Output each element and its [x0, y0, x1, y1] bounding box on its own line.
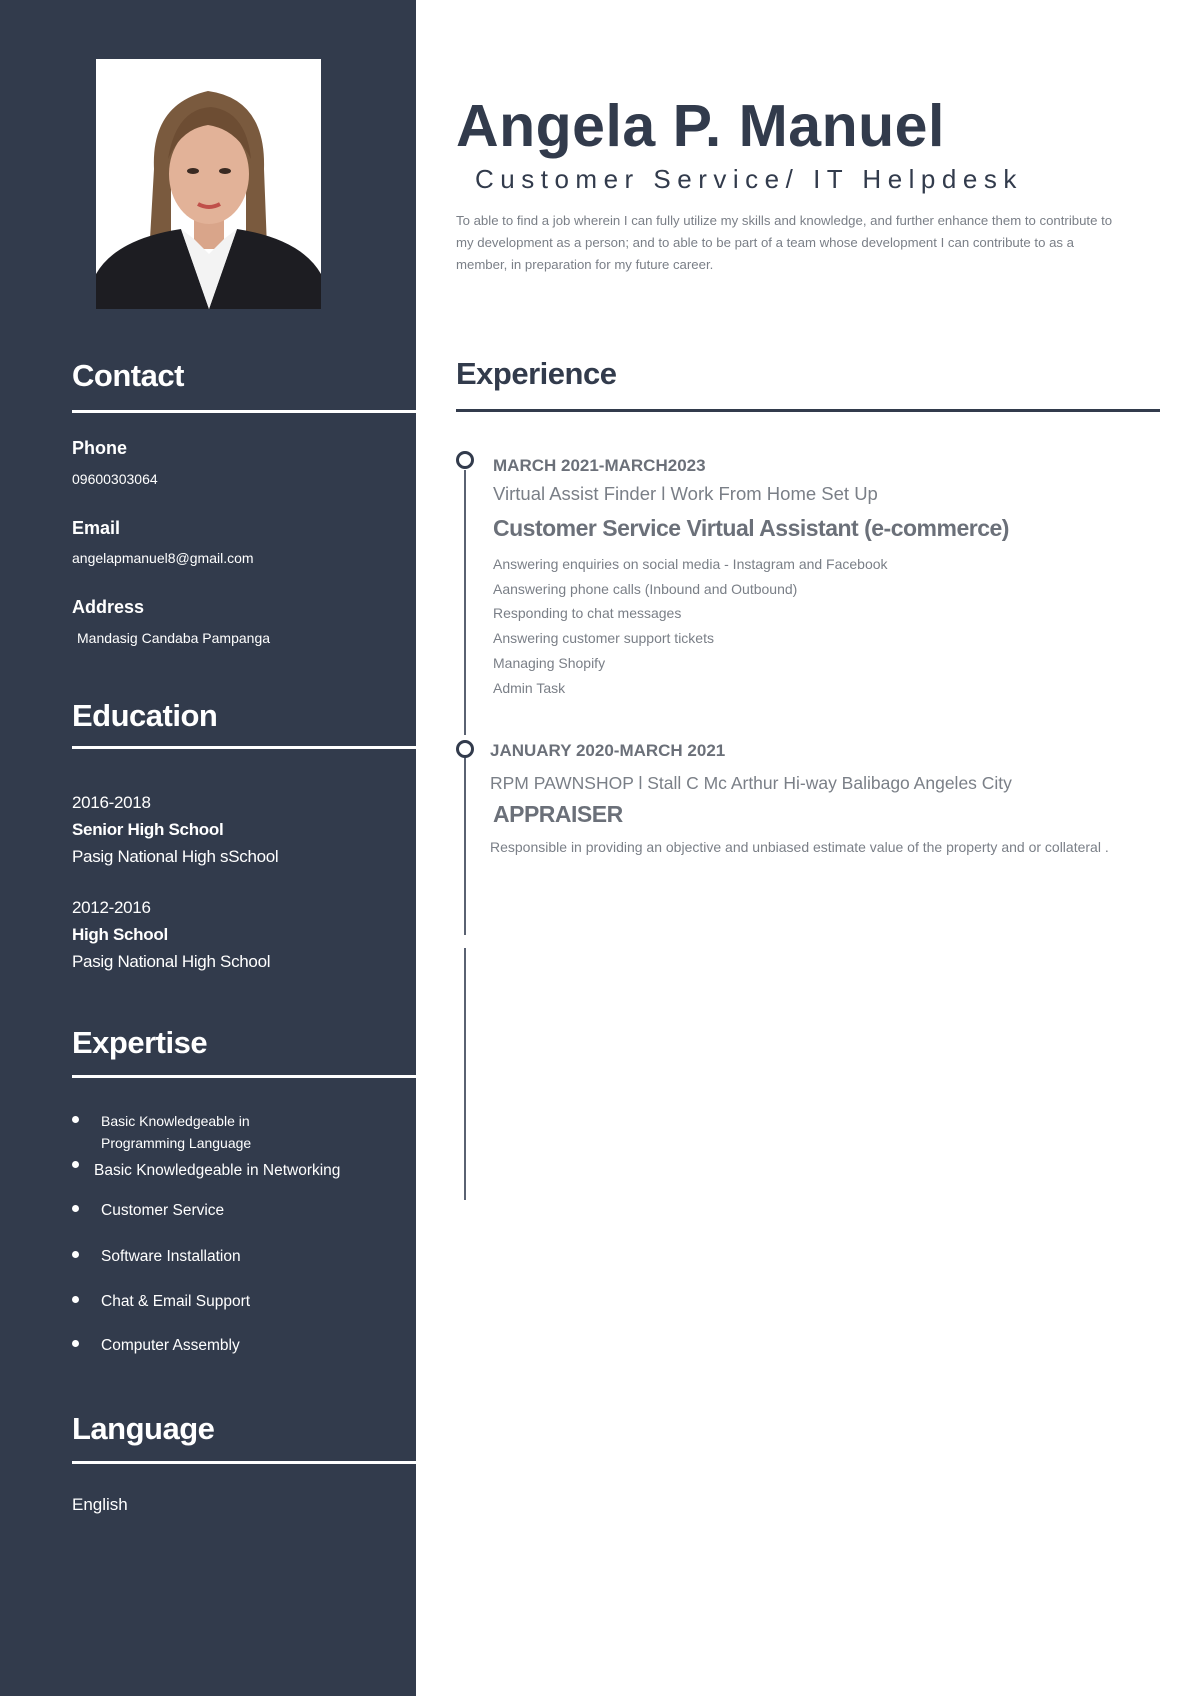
language-item: English	[72, 1495, 128, 1514]
education-school: Pasig National High sSchool	[72, 847, 279, 866]
person-portrait-icon	[96, 59, 321, 309]
profile-photo	[96, 59, 321, 309]
education-years: 2012-2016	[72, 898, 151, 917]
job-date: JANUARY 2020-MARCH 2021	[490, 741, 726, 760]
education-heading: Education	[72, 698, 218, 733]
bullet-icon	[72, 1340, 79, 1347]
objective-text: To able to find a job wherein I can fully utilize my skills and knowledge, and further enhance them to contribute to my development as a person; and to able to be part of a team whose development I can contribute to as a member, in preparation for my future career.	[456, 213, 1113, 272]
job-company: RPM PAWNSHOP l Stall C Mc Arthur Hi-way Balibago Angeles City	[490, 773, 1012, 793]
timeline-line	[464, 755, 466, 935]
candidate-role: Customer Service/ IT Helpdesk	[475, 164, 1023, 194]
bullet-icon	[72, 1251, 79, 1258]
expertise-item: Software Installation	[101, 1248, 241, 1265]
language-heading: Language	[72, 1411, 215, 1446]
job-duty: Answering customer support tickets	[493, 630, 714, 646]
job-duty: Answering enquiries on social media - Instagram and Facebook	[493, 556, 888, 572]
language-divider	[72, 1461, 416, 1464]
address-value: Mandasig Candaba Pampanga	[77, 630, 271, 646]
timeline-dot-icon	[456, 451, 474, 469]
expertise-item: Programming Language	[101, 1135, 252, 1151]
bullet-icon	[72, 1205, 79, 1212]
contact-heading: Contact	[72, 358, 184, 393]
bullet-icon	[72, 1116, 79, 1123]
job-title: Customer Service Virtual Assistant (e-commerce)	[493, 515, 1009, 541]
experience-divider	[456, 409, 1160, 412]
education-level: High School	[72, 925, 168, 944]
experience-heading: Experience	[456, 356, 617, 391]
job-duty: Aanswering phone calls (Inbound and Outbound)	[493, 581, 798, 597]
education-divider	[72, 746, 416, 749]
bullet-icon	[72, 1296, 79, 1303]
job-duty: Admin Task	[493, 680, 566, 696]
candidate-name: Angela P. Manuel	[456, 93, 945, 159]
timeline-line	[464, 470, 466, 735]
expertise-heading: Expertise	[72, 1025, 208, 1060]
job-duty: Responding to chat messages	[493, 605, 682, 621]
timeline-dot-icon	[456, 740, 474, 758]
education-level: Senior High School	[72, 820, 224, 839]
bullet-icon	[72, 1161, 79, 1168]
expertise-item: Basic Knowledgeable in	[101, 1113, 250, 1129]
phone-label: Phone	[72, 438, 128, 458]
email-label: Email	[72, 518, 121, 538]
timeline-line	[464, 1048, 466, 1200]
phone-value: 09600303064	[72, 471, 158, 487]
contact-divider	[72, 410, 416, 413]
expertise-item: Chat & Email Support	[101, 1293, 251, 1310]
address-label: Address	[72, 597, 145, 617]
job-title: APPRAISER	[493, 801, 623, 827]
email-value: angelapmanuel8@gmail.com	[72, 550, 254, 566]
job-duty: Managing Shopify	[493, 655, 606, 671]
education-school: Pasig National High School	[72, 952, 271, 971]
job-date: MARCH 2021-MARCH2023	[493, 456, 706, 475]
timeline-line	[464, 948, 466, 1048]
expertise-item: Customer Service	[101, 1202, 225, 1219]
education-years: 2016-2018	[72, 793, 151, 812]
job-description: Responsible in providing an objective and unbiased estimate value of the property and or collateral .	[490, 839, 1109, 855]
sidebar	[0, 0, 416, 1696]
expertise-divider	[72, 1075, 416, 1078]
expertise-item: Basic Knowledgeable in Networking	[94, 1162, 341, 1179]
job-company: Virtual Assist Finder l Work From Home Set Up	[493, 483, 878, 504]
expertise-item: Computer Assembly	[101, 1337, 240, 1354]
